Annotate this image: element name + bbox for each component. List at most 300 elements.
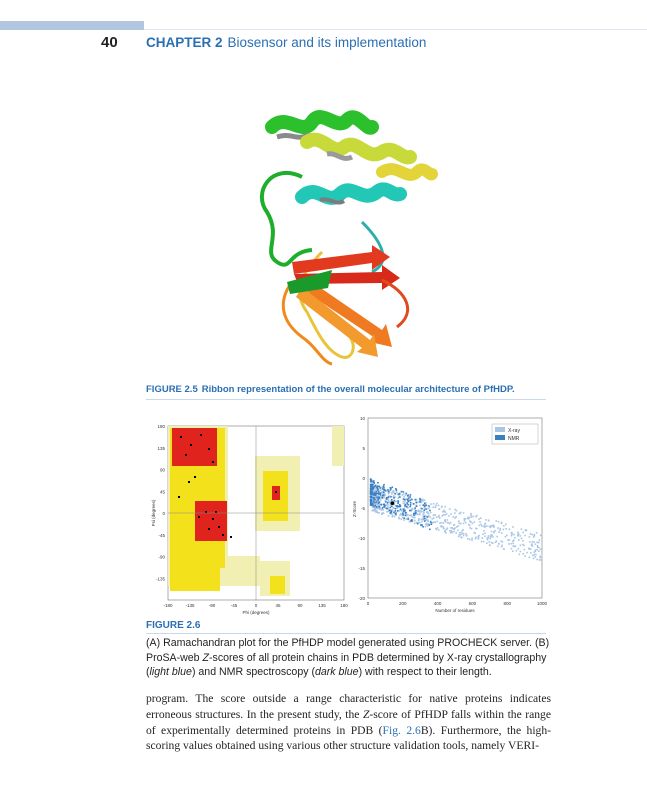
body-paragraph: [146, 691, 551, 754]
xray-point: [381, 513, 383, 515]
nmr-point: [384, 503, 386, 505]
xray-point: [536, 541, 538, 543]
xray-point: [480, 517, 482, 519]
xray-point: [532, 541, 534, 543]
xray-point: [449, 508, 451, 510]
prosa-zscore-plot: [352, 414, 548, 614]
nmr-point: [383, 491, 385, 493]
nmr-point: [409, 496, 411, 498]
xray-point: [535, 556, 537, 558]
xray-point: [450, 513, 452, 515]
nmr-point: [373, 506, 375, 508]
nmr-point: [387, 502, 389, 504]
nmr-point: [396, 505, 398, 507]
header-rule: [144, 29, 647, 30]
xray-point: [473, 521, 475, 523]
nmr-point: [403, 517, 405, 519]
xray-point: [466, 535, 468, 537]
nmr-point: [430, 521, 432, 523]
xray-point: [522, 553, 524, 555]
nmr-point: [417, 523, 419, 525]
xray-point: [516, 550, 518, 552]
y-tick-label: -5: [360, 506, 365, 511]
xray-point: [426, 519, 428, 521]
xray-point: [488, 535, 490, 537]
nmr-point: [377, 485, 379, 487]
y-tick-label: -45: [158, 532, 165, 538]
nmr-point: [411, 499, 413, 501]
nmr-point: [378, 498, 380, 500]
xray-point: [441, 526, 443, 528]
xray-point: [443, 510, 445, 512]
x-tick-label: 0: [254, 603, 258, 608]
xray-point: [472, 523, 474, 525]
xray-point: [414, 523, 416, 525]
xray-point: [438, 516, 440, 518]
xray-point: [437, 527, 439, 529]
nmr-point: [429, 529, 431, 531]
xray-point: [373, 509, 375, 511]
xray-point: [460, 523, 462, 525]
xray-point: [508, 543, 510, 545]
nmr-point: [424, 518, 426, 520]
y-tick-label: 10: [359, 416, 365, 421]
xray-point: [484, 535, 486, 537]
xray-point: [449, 530, 451, 532]
nmr-point: [375, 493, 377, 495]
nmr-point: [398, 501, 400, 503]
xray-point: [490, 525, 492, 527]
chapter-title: Biosensor and its implementation: [227, 35, 427, 50]
xray-point: [421, 521, 423, 523]
xray-point: [453, 531, 455, 533]
xray-point: [473, 516, 475, 518]
nmr-point: [390, 507, 392, 509]
xray-point: [533, 541, 535, 543]
xray-point: [489, 541, 491, 543]
xray-point: [388, 515, 390, 517]
nmr-point: [403, 510, 405, 512]
xray-point: [512, 545, 514, 547]
xray-point: [429, 507, 431, 509]
figure-2-5-text: Ribbon representation of the overall molecular architecture of PfHDP.: [201, 384, 515, 395]
nmr-point: [390, 512, 392, 514]
xray-point: [479, 521, 481, 523]
xray-point: [456, 510, 458, 512]
nmr-point: [370, 501, 372, 503]
xray-point: [419, 505, 421, 507]
xray-point: [446, 513, 448, 515]
nmr-point: [379, 501, 381, 503]
figure-2-6-label: FIGURE 2.6: [146, 620, 201, 631]
xray-point: [519, 554, 521, 556]
xray-point: [407, 507, 409, 509]
nmr-point: [421, 508, 423, 510]
y-tick-label: -90: [158, 554, 165, 560]
nmr-point: [377, 482, 379, 484]
xray-point: [536, 532, 538, 534]
xray-point: [381, 509, 383, 511]
xray-point: [529, 536, 531, 538]
chapter-label: CHAPTER 2: [146, 35, 223, 50]
xray-point: [450, 527, 452, 529]
xray-point: [538, 547, 540, 549]
xray-point: [387, 504, 389, 506]
xray-point: [455, 516, 457, 518]
xray-point: [450, 522, 452, 524]
xray-point: [532, 555, 534, 557]
y-tick-label: 135: [157, 445, 165, 451]
xray-point: [474, 532, 476, 534]
xray-point: [511, 533, 513, 535]
xray-point: [478, 518, 480, 520]
nmr-point: [370, 478, 372, 480]
xray-point: [459, 532, 461, 534]
xray-point: [461, 531, 463, 533]
prosa-legend: [492, 424, 538, 444]
xray-point: [499, 529, 501, 531]
xray-point: [505, 528, 507, 530]
x-tick-label: 0: [366, 601, 370, 606]
nmr-point: [375, 501, 377, 503]
xray-point: [422, 514, 424, 516]
xray-point: [501, 532, 503, 534]
xray-point: [431, 518, 433, 520]
xray-point: [503, 529, 505, 531]
xray-point: [525, 529, 527, 531]
y-tick-label: 0: [362, 476, 365, 481]
legend-label-xray: X-ray: [508, 428, 520, 434]
nmr-point: [377, 500, 379, 502]
y-axis-label: Psi (degrees): [151, 499, 156, 527]
xray-point: [380, 497, 382, 499]
nmr-point: [395, 510, 397, 512]
xray-point: [436, 516, 438, 518]
xray-point: [405, 518, 407, 520]
xray-point: [470, 513, 472, 515]
nmr-point: [393, 497, 395, 499]
nmr-point: [383, 486, 385, 488]
nmr-point: [393, 512, 395, 514]
y-tick-label: 0: [162, 511, 165, 516]
xray-point: [407, 514, 409, 516]
nmr-point: [401, 491, 403, 493]
nmr-point: [409, 510, 411, 512]
xray-point: [441, 522, 443, 524]
xray-point: [503, 525, 505, 527]
xray-point: [398, 517, 400, 519]
xray-point: [497, 527, 499, 529]
xray-point: [524, 535, 526, 537]
xray-point: [428, 513, 430, 515]
nmr-point: [378, 491, 380, 493]
nmr-point: [405, 493, 407, 495]
xray-point: [430, 503, 432, 505]
xray-point: [476, 528, 478, 530]
nmr-point: [382, 507, 384, 509]
xray-point: [511, 548, 513, 550]
xray-point: [530, 533, 532, 535]
nmr-point: [405, 512, 407, 514]
y-tick-label: -20: [358, 596, 365, 601]
xray-point: [403, 519, 405, 521]
x-axis-label: Number of residues: [435, 608, 475, 613]
xray-point: [483, 530, 485, 532]
xray-point: [380, 489, 382, 491]
xray-point: [528, 548, 530, 550]
xray-point: [487, 537, 489, 539]
nmr-point: [374, 497, 376, 499]
protein-ribbon-figure: [232, 102, 448, 374]
xray-point: [460, 536, 462, 538]
y-tick-label: -135: [155, 576, 165, 582]
xray-point: [492, 536, 494, 538]
nmr-point: [376, 497, 378, 499]
xray-point: [453, 528, 455, 530]
xray-point: [391, 516, 393, 518]
xray-point: [442, 511, 444, 513]
nmr-point: [406, 506, 408, 508]
xray-point: [463, 512, 465, 514]
x-tick-label: 90: [297, 603, 303, 608]
xray-point: [409, 521, 411, 523]
xray-point: [484, 532, 486, 534]
xray-point: [419, 522, 421, 524]
xray-point: [464, 520, 466, 522]
xray-point: [489, 545, 491, 547]
xray-point: [403, 501, 405, 503]
xray-point: [531, 544, 533, 546]
nmr-point: [411, 520, 413, 522]
caption-text: Z: [202, 651, 210, 664]
xray-point: [433, 521, 435, 523]
x-tick-label: 1000: [536, 601, 548, 606]
xray-point: [422, 500, 424, 502]
nmr-point: [402, 514, 404, 516]
nmr-point: [395, 508, 397, 510]
xray-point: [523, 549, 525, 551]
xray-point: [534, 554, 536, 556]
xray-point: [514, 546, 516, 548]
xray-point: [465, 522, 467, 524]
nmr-point: [390, 510, 392, 512]
xray-point: [513, 534, 515, 536]
x-tick-label: -90: [208, 603, 216, 608]
nmr-point: [398, 494, 400, 496]
nmr-point: [403, 498, 405, 500]
xray-point: [533, 558, 535, 560]
nmr-point: [409, 506, 411, 508]
xray-point: [444, 506, 446, 508]
xray-point: [497, 545, 499, 547]
xray-point: [419, 511, 421, 513]
xray-point: [387, 506, 389, 508]
xray-point: [393, 490, 395, 492]
xray-point: [540, 559, 542, 561]
running-header: [146, 35, 426, 50]
xray-point: [426, 523, 428, 525]
xray-point: [447, 522, 449, 524]
xray-point: [498, 521, 500, 523]
nmr-point: [370, 495, 372, 497]
nmr-point: [370, 487, 372, 489]
xray-point: [459, 512, 461, 514]
xray-point: [517, 532, 519, 534]
xray-point: [373, 490, 375, 492]
xray-point: [505, 524, 507, 526]
nmr-point: [422, 526, 424, 528]
nmr-point: [386, 498, 388, 500]
xray-point: [390, 505, 392, 507]
nmr-point: [424, 520, 426, 522]
xray-point: [458, 536, 460, 538]
nmr-point: [370, 492, 372, 494]
xray-point: [409, 515, 411, 517]
xray-point: [438, 508, 440, 510]
nmr-point: [407, 518, 409, 520]
xray-point: [539, 559, 541, 561]
caption-text: light blue: [149, 666, 192, 678]
nmr-point: [377, 487, 379, 489]
y-tick-label: 90: [159, 467, 165, 473]
nmr-point: [428, 505, 430, 507]
xray-point: [510, 532, 512, 534]
xray-point: [520, 544, 522, 546]
xray-point: [531, 534, 533, 536]
page-number: 40: [101, 34, 118, 51]
xray-point: [475, 538, 477, 540]
x-tick-label: 180: [340, 603, 348, 608]
xray-point: [411, 515, 413, 517]
xray-point: [463, 533, 465, 535]
xray-point: [521, 538, 523, 540]
y-axis-label: Z-Score: [352, 500, 357, 518]
xray-point: [388, 498, 390, 500]
xray-point: [535, 554, 537, 556]
xray-point: [511, 535, 513, 537]
body-text: Z: [362, 707, 370, 721]
nmr-point: [395, 488, 397, 490]
xray-point: [539, 539, 541, 541]
xray-point: [481, 541, 483, 543]
nmr-point: [373, 482, 375, 484]
xray-point: [447, 527, 449, 529]
nmr-point: [419, 498, 421, 500]
xray-point: [386, 511, 388, 513]
xray-point: [538, 542, 540, 544]
figure-reference-link[interactable]: Fig. 2.6: [382, 723, 421, 737]
xray-point: [436, 521, 438, 523]
xray-point: [501, 523, 503, 525]
caption-rule: [146, 633, 546, 634]
xray-point: [485, 519, 487, 521]
nmr-point: [414, 499, 416, 501]
nmr-point: [416, 505, 418, 507]
xray-point: [521, 528, 523, 530]
nmr-point: [400, 509, 402, 511]
nmr-point: [409, 500, 411, 502]
xray-point: [413, 517, 415, 519]
xray-point: [478, 525, 480, 527]
xray-point: [481, 537, 483, 539]
xray-point: [526, 552, 528, 554]
x-tick-label: -180: [163, 603, 173, 608]
xray-point: [444, 519, 446, 521]
xray-point: [411, 508, 413, 510]
xray-point: [450, 532, 452, 534]
nmr-point: [385, 508, 387, 510]
x-tick-label: -135: [185, 603, 195, 608]
x-axis-label: Phi (degrees): [242, 610, 270, 615]
nmr-point: [372, 489, 374, 491]
nmr-point: [413, 514, 415, 516]
xray-point: [458, 522, 460, 524]
xray-point: [509, 539, 511, 541]
nmr-point: [394, 493, 396, 495]
xray-point: [533, 551, 535, 553]
nmr-point: [379, 486, 381, 488]
xray-point: [419, 514, 421, 516]
xray-point: [506, 535, 508, 537]
xray-point: [451, 530, 453, 532]
xray-point: [403, 493, 405, 495]
nmr-point: [403, 491, 405, 493]
xray-point: [471, 538, 473, 540]
xray-point: [405, 494, 407, 496]
xray-point: [468, 524, 470, 526]
nmr-point: [427, 516, 429, 518]
xray-point: [491, 531, 493, 533]
xray-point: [458, 525, 460, 527]
nmr-point: [371, 504, 373, 506]
nmr-point: [387, 489, 389, 491]
xray-point: [448, 515, 450, 517]
nmr-point: [377, 489, 379, 491]
xray-point: [540, 548, 542, 550]
xray-point: [470, 521, 472, 523]
xray-point: [388, 507, 390, 509]
y-tick-label: 5: [362, 446, 365, 451]
xray-point: [518, 548, 520, 550]
nmr-point: [371, 491, 373, 493]
y-tick-label: -10: [358, 536, 365, 541]
xray-point: [484, 523, 486, 525]
nmr-point: [429, 510, 431, 512]
nmr-point: [424, 509, 426, 511]
nmr-point: [380, 504, 382, 506]
xray-point: [513, 543, 515, 545]
xray-point: [396, 500, 398, 502]
legend-swatch-nmr: [495, 435, 505, 440]
xray-point: [399, 514, 401, 516]
nmr-point: [397, 510, 399, 512]
xray-point: [446, 519, 448, 521]
xray-point: [478, 537, 480, 539]
nmr-point: [383, 489, 385, 491]
nmr-point: [376, 506, 378, 508]
nmr-point: [406, 502, 408, 504]
caption-text: ) with respect to their length.: [358, 666, 492, 678]
xray-point: [443, 514, 445, 516]
caption-text: (A) Ramachandran plot for the PfHDP model generated using PROCHECK server. (B) ProSA-web: [146, 637, 550, 664]
xray-point: [469, 517, 471, 519]
xray-point: [530, 548, 532, 550]
xray-point: [463, 518, 465, 520]
xray-point: [439, 522, 441, 524]
xray-point: [469, 539, 471, 541]
nmr-point: [391, 499, 393, 501]
nmr-point: [419, 501, 421, 503]
